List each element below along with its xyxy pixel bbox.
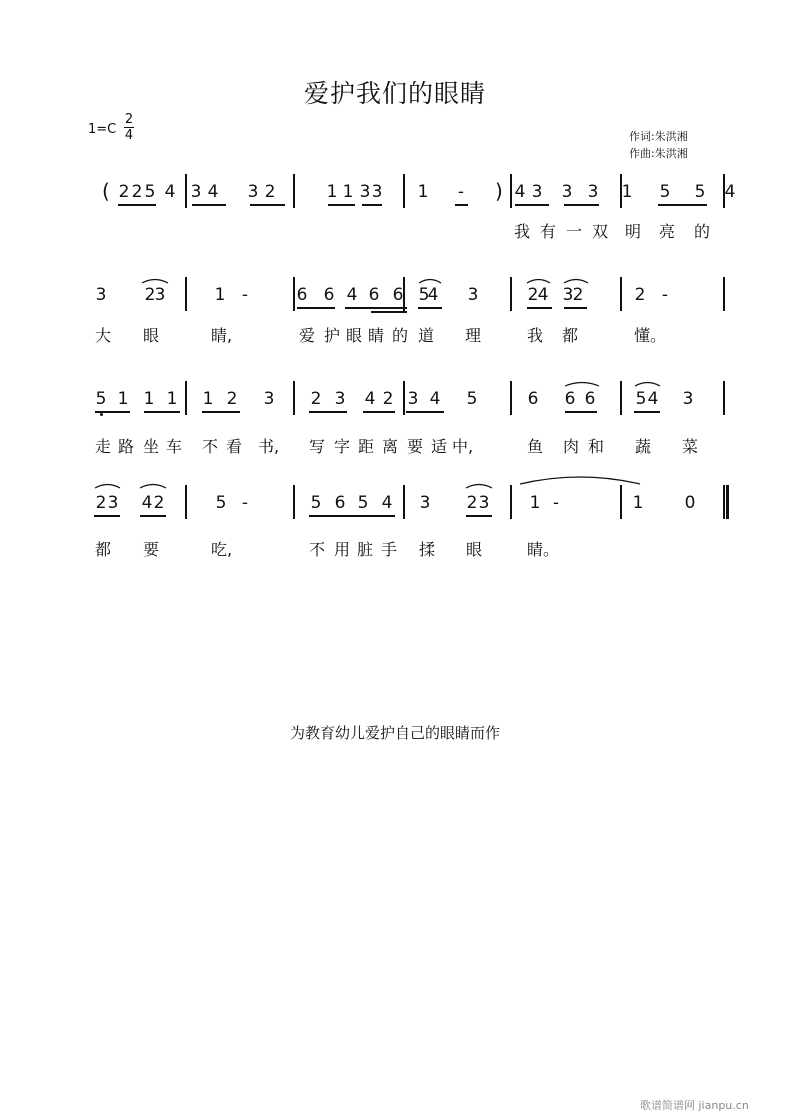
score-note: 6 [527, 389, 539, 409]
score-note: 5 [466, 389, 478, 409]
score-note: 4 [207, 182, 219, 202]
score-note: 1 [417, 182, 429, 202]
lyric-char: 睛 [367, 326, 384, 345]
score-note: 1 [202, 389, 214, 409]
slur-arc [466, 485, 492, 489]
lyric-char: 眼 [345, 326, 362, 345]
footnote: 为教育幼儿爱护自己的眼睛而作 [289, 724, 500, 742]
score-note: - [552, 493, 560, 513]
score-note: 1 [214, 285, 226, 305]
score-note: 4 [164, 182, 176, 202]
score-note: 4 [141, 493, 153, 513]
score-note: 1 [326, 182, 338, 202]
score-note: 1 [143, 389, 155, 409]
lyric-char: 和 [587, 437, 604, 456]
score-note: 5 [215, 493, 227, 513]
score-note: 2 [118, 182, 130, 202]
score-note: 4 [724, 182, 736, 202]
score-note: 3 [682, 389, 694, 409]
lyric-char: 要 [406, 437, 423, 456]
lyric-char: 路 [117, 437, 134, 456]
lyric-char: 肉 [562, 437, 579, 456]
score-note: 1 [621, 182, 633, 202]
lyric-char: 用 [333, 540, 350, 559]
slur-arc [419, 280, 441, 284]
lyric-char: 适 [430, 437, 447, 456]
score-note: 3 [478, 493, 490, 513]
lyric-char: 字 [333, 437, 350, 456]
score-note: 3 [334, 389, 346, 409]
lyric-char: 鱼 [526, 437, 543, 456]
score-note: 5 [310, 493, 322, 513]
score-note: 5 [418, 285, 430, 305]
score-note: 3 [531, 182, 543, 202]
intro-paren: ( [102, 179, 110, 203]
lyric-char: 道 [417, 326, 434, 345]
lyric-char: 离 [381, 437, 398, 456]
lyric-char: 亮 [658, 222, 675, 241]
score-note: 5 [95, 389, 107, 409]
score-note: 6 [584, 389, 596, 409]
lyric-char: 菜 [681, 437, 698, 456]
score-note: 3 [467, 285, 479, 305]
score-note: 3 [154, 285, 166, 305]
lyric-char: 爱 [298, 326, 315, 345]
lyric-char: 眼 [465, 540, 482, 559]
score-note: 0 [684, 493, 696, 513]
lyric-char: 一 [565, 222, 582, 241]
watermark: 歌谱简谱网 jianpu.cn [640, 1099, 749, 1112]
slur-arc [635, 383, 660, 387]
lyric-char: 我 [513, 222, 530, 241]
lyric-char: 手 [380, 540, 397, 559]
score-note: 2 [95, 493, 107, 513]
lyric-char: 中, [452, 437, 474, 456]
score-note: 2 [634, 285, 646, 305]
lyric-char: 要 [142, 540, 159, 559]
score-note: 3 [419, 493, 431, 513]
score-note: 6 [564, 389, 576, 409]
score-note: 6 [296, 285, 308, 305]
score-note: 5 [357, 493, 369, 513]
lyric-char: 双 [591, 222, 608, 241]
lyric-char: 我 [526, 326, 543, 345]
slur-arc [95, 485, 120, 489]
lyric-char: 睛, [211, 326, 233, 345]
lyric-char: 不 [201, 437, 218, 456]
score-note: 2 [466, 493, 478, 513]
score-note: 2 [264, 182, 276, 202]
score-note: 3 [407, 389, 419, 409]
score-note: 4 [514, 182, 526, 202]
lyric-char: 大 [94, 326, 111, 345]
slur-arc [527, 280, 550, 284]
lyric-char: 护 [323, 326, 340, 345]
score-note: 3 [247, 182, 259, 202]
score-note: 2 [527, 285, 539, 305]
score-note: 2 [382, 389, 394, 409]
score-note: - [241, 285, 249, 305]
score-note: 6 [392, 285, 404, 305]
score-note: 6 [323, 285, 335, 305]
lyric-char: 走 [94, 437, 111, 456]
slur-arc [520, 477, 640, 484]
lyric-char: 都 [94, 540, 111, 559]
lyric-char: 的 [693, 222, 710, 241]
score-note: 1 [117, 389, 129, 409]
lyric-char: 距 [357, 437, 374, 456]
score-note: 3 [561, 182, 573, 202]
lyric-char: 坐 [142, 437, 159, 456]
lyric-char: 的 [391, 326, 408, 345]
lyric-char: 眼 [142, 326, 159, 345]
meter-bottom: 4 [124, 128, 134, 143]
score-note: 1 [342, 182, 354, 202]
lyric-char: 理 [464, 326, 481, 345]
slur-arc [140, 485, 166, 489]
score-note: 3 [371, 182, 383, 202]
lyric-char: 睛。 [527, 540, 560, 559]
lyric-char: 写 [308, 437, 325, 456]
lyric-char: 懂。 [634, 326, 667, 345]
lyric-char: 明 [624, 222, 641, 241]
score-note: 5 [635, 389, 647, 409]
score-note: 3 [359, 182, 371, 202]
score-note: 2 [310, 389, 322, 409]
score-note: 3 [107, 493, 119, 513]
lyric-char: 看 [225, 437, 242, 456]
lyric-char: 不 [308, 540, 325, 559]
song-title: 爱护我们的眼睛 [303, 79, 486, 108]
score-note: 3 [95, 285, 107, 305]
score-note: 5 [694, 182, 706, 202]
lyricist-credit: 作词:朱洪湘 [629, 130, 688, 143]
lyric-char: 揉 [418, 540, 435, 559]
score-note: 2 [144, 285, 156, 305]
key-signature: 1=C [88, 122, 117, 137]
score-note: 1 [166, 389, 178, 409]
score-note: 4 [429, 389, 441, 409]
score-note: 3 [263, 389, 275, 409]
score-note: 4 [537, 285, 549, 305]
lyric-char: 有 [539, 222, 556, 241]
score-note: 4 [346, 285, 358, 305]
score-note: - [661, 285, 669, 305]
meter-top: 2 [124, 112, 134, 127]
lyric-char: 书, [258, 437, 280, 456]
score-note: 3 [562, 285, 574, 305]
lyric-char: 蔬 [634, 437, 651, 456]
composer-credit: 作曲:朱洪湘 [629, 147, 688, 160]
score-note: 1 [529, 493, 541, 513]
slur-arc [565, 383, 599, 387]
lyric-char: 吃, [211, 540, 233, 559]
score-note: 6 [368, 285, 380, 305]
score-note: 5 [659, 182, 671, 202]
score-note: 2 [226, 389, 238, 409]
intro-paren: ) [495, 179, 503, 203]
lyric-char: 车 [165, 437, 182, 456]
score-note: 4 [364, 389, 376, 409]
slur-arc [142, 280, 168, 284]
score-note: 4 [427, 285, 439, 305]
score-note: 5 [144, 182, 156, 202]
score-note: 4 [647, 389, 659, 409]
score-note: 1 [632, 493, 644, 513]
score-note: 2 [131, 182, 143, 202]
score-note: 3 [587, 182, 599, 202]
score-note: - [241, 493, 249, 513]
score-note: 2 [572, 285, 584, 305]
lyric-char: 脏 [356, 540, 373, 559]
score-note: 4 [381, 493, 393, 513]
lyric-char: 都 [561, 326, 578, 345]
score-note: - [457, 182, 465, 202]
score-note: 2 [153, 493, 165, 513]
slur-arc [564, 280, 588, 284]
score-note: 6 [334, 493, 346, 513]
score-note: 3 [190, 182, 202, 202]
